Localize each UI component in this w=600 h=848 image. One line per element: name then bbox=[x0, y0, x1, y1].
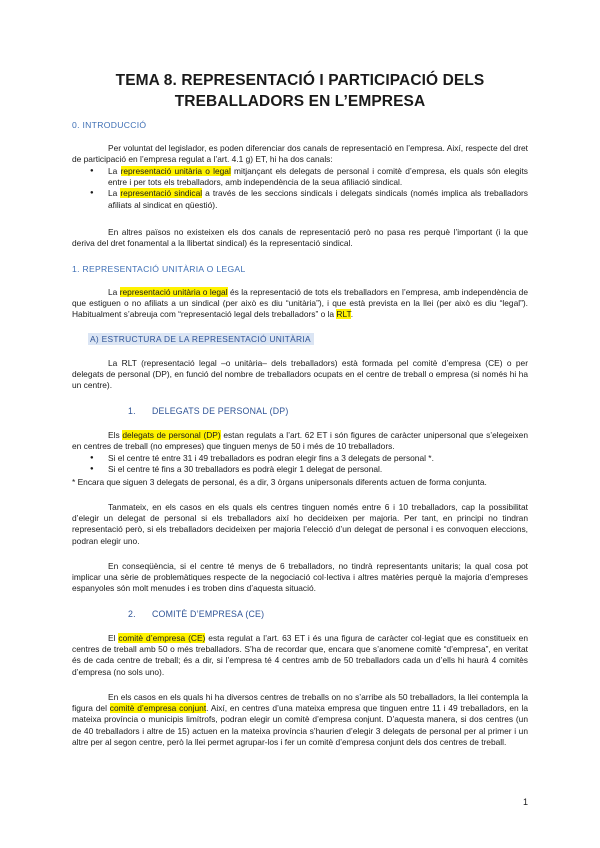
subsection-a-heading: A) ESTRUCTURA DE LA REPRESENTACIÓ UNITÀRIA bbox=[88, 333, 314, 345]
delegates-bullet-list bbox=[90, 453, 528, 475]
bullet-text: La bbox=[108, 188, 121, 199]
heading-number: 2. bbox=[128, 609, 136, 619]
title-line-2: TREBALLADORS EN L’EMPRESA bbox=[174, 93, 426, 110]
highlighted-term: representació sindical bbox=[120, 188, 203, 199]
heading-text: COMITÈ D’EMPRESA (CE) bbox=[152, 609, 265, 619]
bullet-text: a través de les seccions sindicals i delegats sindicals (només implica als treballadors afiliats al sindicat en qüestió). bbox=[108, 188, 528, 210]
paragraph-text: . bbox=[350, 309, 354, 320]
intro-paragraph-2: En altres països no existeixen els dos canals de representació però no pasa res perquè l’important (i la que deriva del dret fonamental a la llibertat sindical) és la representació sindical. bbox=[72, 227, 528, 249]
highlighted-term: representació unitària o legal bbox=[120, 166, 231, 176]
paragraph-text: En els casos en els quals hi ha diversos centres de treballs on no s’arribe als 50 treballadors, la llei contempla la figura del bbox=[72, 692, 528, 714]
delegates-paragraph-3: En conseqüència, si el centre té menys de 6 treballadors, no tindrà representants unitaris; la qual cosa pot implicar una sèrie de problemàtiques respecte de la negociació col·lectiva i altres matèries perquè la majoria d’empreses espanyoles són molt menudes i es troben dins d’aquesta situació. bbox=[72, 561, 528, 594]
delegates-heading bbox=[128, 406, 289, 416]
title-line-1: TEMA 8. REPRESENTACIÓ I PARTICIPACIÓ DELS bbox=[115, 72, 485, 89]
section-1-heading: 1. REPRESENTACIÓ UNITÀRIA O LEGAL bbox=[72, 264, 246, 274]
paragraph-text: és la representació de tots els treballadors en l’empresa, amb independència de que estiguen o no afiliats a un sindical (per això es diu “unitària”), i que està prevista en la llei (per això es diu “legal”). Habitualment s’abreuja com “representació legal dels treballadors” o la bbox=[72, 287, 528, 320]
paragraph-text: esta regulat a l’art. 63 ET i és una figura de caràcter col·legiat que es constitueix en centres de treball amb 50 o més treballadors. S’ha de recordar que, encara que s’anomene comitè “d’empresa”, en veritat és de cada centre de treball; és a dir, si l’empresa té 4 centres amb de 50 treballadors cada un d’ells hi haurà 4 comitès d’empresa (no sols uno). bbox=[72, 633, 528, 677]
bullet-text: La bbox=[108, 166, 121, 176]
highlighted-term: representació unitària o legal bbox=[119, 287, 228, 297]
bullet-up-to-30: ● Si el centre té fins a 30 treballadors es podrà elegir 1 delegat de personal. bbox=[90, 464, 528, 475]
works-council-paragraph-2 bbox=[72, 692, 528, 748]
bullet-text: mitjançant els delegats de personal i comitè d’empresa, els quals són elegits entre i per tots els treballadors, amb independència de la seua afiliació sindical. bbox=[108, 166, 528, 188]
paragraph-text: El bbox=[108, 633, 119, 643]
page-number: 1 bbox=[522, 797, 528, 807]
highlighted-term: delegats de personal (DP) bbox=[122, 430, 221, 440]
intro-bullet-list bbox=[90, 166, 528, 211]
paragraph-text: Els bbox=[108, 430, 123, 440]
intro-paragraph-1: Per voluntat del legislador, es poden diferenciar dos canals de representació en l’empresa. Així, respecte del dret de participació en l’empresa regulat a l’art. 4.1 g) ET, hi ha dos canals: bbox=[72, 143, 528, 165]
section-0-heading: 0. INTRODUCCIÓ bbox=[72, 120, 147, 130]
highlighted-term: comitè d’empresa conjunt bbox=[109, 703, 207, 714]
paragraph-text: La bbox=[108, 287, 120, 297]
heading-number: 1. bbox=[128, 406, 136, 416]
paragraph-text: estan regulats a l’art. 62 ET i són figures de caràcter unipersonal que s’elegeixen en centres de treball (no empreses) que tinguen menys de 50 i més de 10 treballadors. bbox=[72, 430, 528, 452]
bullet-union-representation bbox=[90, 188, 528, 210]
paragraph-text: . Així, en centres d’una mateixa empresa que tinguen entre 11 i 49 treballadors, en la mateixa província o municipis limítrofs, podran elegir un comitè d’empresa conjunt. D’aquesta manera, si dos centres (un de 40 treballadors i altre de 15) actuen en la mateixa província s’haurien d’elegir 3 delegats de personal per al primer i un altre per al segon centre, però la llei permet agrupar-los i fer un comitè d’empresa conjunt dels dos centres de treball. bbox=[72, 703, 528, 747]
delegates-footnote: * Encara que siguen 3 delegats de personal, és a dir, 3 òrgans unipersonals diferents actuen de forma conjunta. bbox=[72, 477, 487, 487]
section-1-paragraph bbox=[72, 287, 528, 321]
document-title bbox=[60, 70, 540, 112]
delegates-paragraph-1 bbox=[72, 430, 528, 452]
delegates-paragraph-2: Tanmateix, en els casos en els quals els centres tinguen només entre 6 i 10 treballadors, cap la possibilitat d’elegir un delegat de personal si els treballadors així ho decideixen per majoria. Per tant, en principi no tindran representació però, si els treballadors decideixen per majoria l’elecció d’un delegat de personal i es convoquen eleccions, podran elegir uno. bbox=[72, 502, 528, 546]
highlighted-term: comitè d’empresa (CE) bbox=[118, 633, 206, 643]
subsection-a-paragraph: La RLT (representació legal –o unitària– dels treballadors) està formada pel comitè d’empresa (CE) o per delegats de personal (DP), en funció del nombre de treballadors ocupats en el centre de treball o empresa (si només hi ha un centre). bbox=[72, 358, 528, 391]
heading-text: DELEGATS DE PERSONAL (DP) bbox=[152, 406, 289, 416]
works-council-heading bbox=[128, 609, 264, 619]
bullet-unitary-representation bbox=[90, 166, 528, 188]
works-council-paragraph-1 bbox=[72, 633, 528, 678]
bullet-31-49: ● Si el centre té entre 31 i 49 treballadors es podran elegir fins a 3 delegats de personal *. bbox=[90, 453, 528, 464]
highlighted-term: RLT bbox=[336, 309, 351, 320]
